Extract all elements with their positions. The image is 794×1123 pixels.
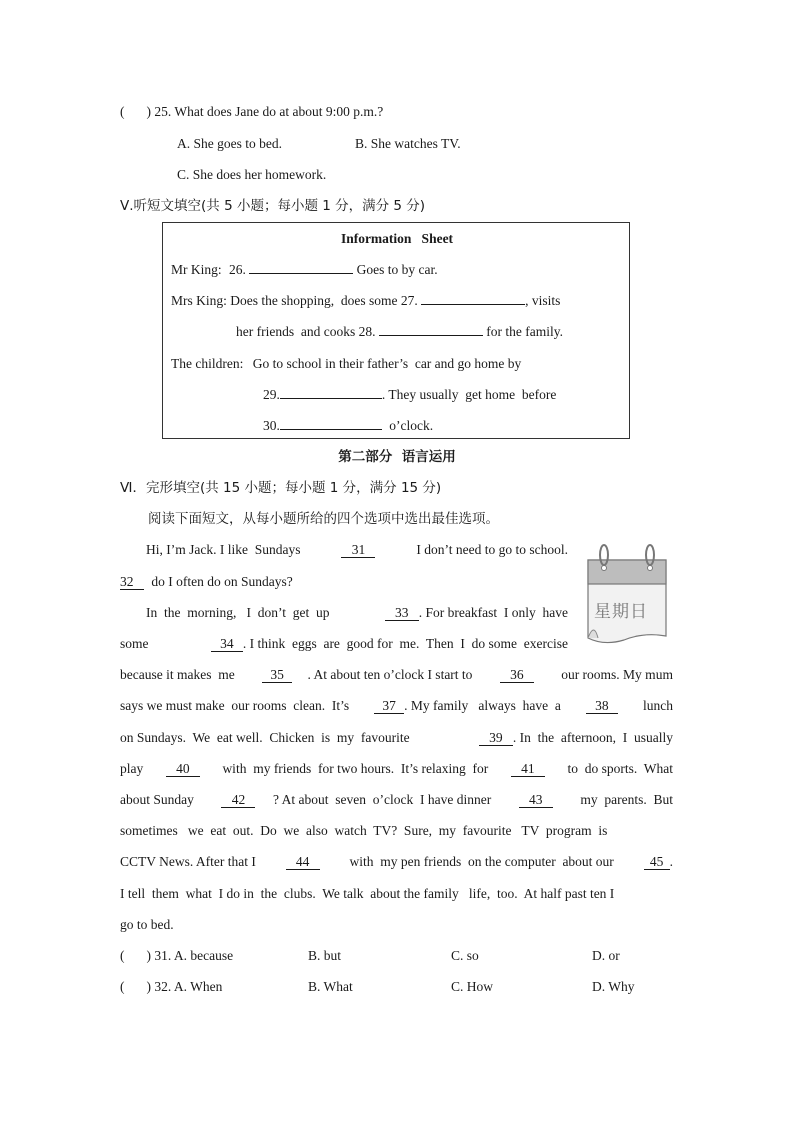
passage-text: with my friends for two hours. It’s relaxing for xyxy=(222,761,489,776)
calendar-icon xyxy=(584,542,672,646)
passage-text: I don’t need to go to school. xyxy=(416,542,568,557)
children-30-rest: o’clock. xyxy=(389,418,434,433)
passage-text: play xyxy=(120,761,144,776)
blank-36[interactable]: 36 xyxy=(500,667,534,683)
passage-text: our rooms. My mum xyxy=(561,667,673,682)
question-32 xyxy=(120,979,673,995)
passage-text: because it makes me xyxy=(120,667,235,682)
question-text: 25. What does Jane do at about 9:00 p.m.? xyxy=(154,104,384,119)
passage-line-10: sometimes we eat out. Do we also watch TV? Sure, my favourite TV program is xyxy=(120,823,608,838)
option-b: B. She watches TV. xyxy=(355,136,461,151)
blank-38[interactable]: 38 xyxy=(586,698,618,714)
option-b: B. but xyxy=(308,948,342,963)
blank-32[interactable]: 32 xyxy=(120,574,144,590)
blank-37[interactable]: 37 xyxy=(374,698,404,714)
blank-35[interactable]: 35 xyxy=(262,667,292,683)
blank-26[interactable] xyxy=(249,273,353,274)
answer-paren-open: ( xyxy=(120,104,125,119)
mrs-king-row-2 xyxy=(236,324,563,340)
passage-text: . In the afternoon, I usually xyxy=(512,730,673,745)
mr-king-row xyxy=(171,262,438,278)
information-sheet-title: Information Sheet xyxy=(340,231,454,246)
passage-text: lunch xyxy=(642,698,673,713)
blank-26-num: 26. xyxy=(229,262,246,277)
children-row-29 xyxy=(263,387,556,403)
passage-text: Hi, I’m Jack. I like Sundays xyxy=(146,542,301,557)
option-b: B. What xyxy=(308,979,353,994)
passage-text: says we must make our rooms clean. It’s xyxy=(120,698,350,713)
children-row xyxy=(171,356,521,372)
passage-text: about Sunday xyxy=(120,792,194,807)
question-25-stem xyxy=(120,104,383,120)
blank-41[interactable]: 41 xyxy=(511,761,545,777)
answer-paren-open: ( xyxy=(120,979,125,994)
section-5-title: Ⅴ.听短文填空(共 5 小题；每小题 1 分，满分 5 分) xyxy=(120,198,426,214)
children-label: The children: xyxy=(171,356,244,371)
mr-king-rest: Goes to by car. xyxy=(356,262,438,277)
passage-line-12: I tell them what I do in the clubs. We talk about the family life, too. At half past ten I xyxy=(120,886,615,901)
passage-text: do I often do on Sundays? xyxy=(151,574,293,589)
blank-28[interactable] xyxy=(379,335,483,336)
blank-27[interactable] xyxy=(421,304,525,305)
passage-line-5 xyxy=(120,667,673,683)
blank-44[interactable]: 44 xyxy=(286,854,320,870)
instruction-text: 阅读下面短文，从每小题所给的四个选项中选出最佳选项。 xyxy=(148,511,499,527)
blank-40[interactable]: 40 xyxy=(166,761,200,777)
option-a: 31. A. because xyxy=(154,948,234,963)
passage-line-6 xyxy=(120,698,673,714)
blank-30[interactable] xyxy=(280,429,382,430)
passage-line-3 xyxy=(146,605,568,621)
passage-text: CCTV News. After that I xyxy=(120,854,256,869)
passage-text: . My family always have a xyxy=(404,698,561,713)
mrs-king-family: for the family. xyxy=(486,324,563,339)
mrs-king-text: Does the shopping, does some 27. xyxy=(230,293,418,308)
passage-line-8 xyxy=(120,761,673,777)
section-6-title: Ⅵ．完形填空(共 15 小题；每小题 1 分，满分 15 分) xyxy=(120,480,442,496)
passage-line-2 xyxy=(120,574,293,590)
passage-text: In the morning, I don’t get up xyxy=(146,605,330,620)
blank-30-num: 30. xyxy=(263,418,280,433)
mrs-king-line2: her friends and cooks 28. xyxy=(236,324,376,339)
option-d: D. or xyxy=(592,948,620,963)
option-c: C. How xyxy=(451,979,494,994)
blank-43[interactable]: 43 xyxy=(519,792,553,808)
blank-45[interactable]: 45 xyxy=(644,854,670,870)
blank-33[interactable]: 33 xyxy=(385,605,419,621)
blank-31[interactable]: 31 xyxy=(341,542,375,558)
calendar-day-label: 星期日 xyxy=(594,602,648,622)
children-text: Go to school in their father’s car and go home by xyxy=(252,356,522,371)
question-31 xyxy=(120,948,673,964)
answer-paren-open: ( xyxy=(120,948,125,963)
passage-text: my parents. But xyxy=(580,792,673,807)
children-row-30 xyxy=(263,418,433,434)
passage-text: . I think eggs are good for me. Then I do some exercise xyxy=(242,636,568,651)
option-a: A. She goes to bed. xyxy=(177,136,282,151)
mr-king-label: Mr King: xyxy=(171,262,222,277)
blank-29-num: 29. xyxy=(263,387,280,402)
passage-text: with my pen friends on the computer about our xyxy=(349,854,614,869)
mrs-king-label: Mrs King: xyxy=(171,293,227,308)
option-c: C. She does her homework. xyxy=(177,167,327,182)
answer-paren-close: ) xyxy=(146,948,151,963)
mrs-king-row xyxy=(171,293,560,309)
calendar-image xyxy=(584,542,672,646)
children-29-rest: . They usually get home before xyxy=(381,387,557,402)
passage-text: some xyxy=(120,636,149,651)
passage-text: . For breakfast I only have xyxy=(418,605,568,620)
passage-line-11 xyxy=(120,854,673,870)
passage-line-1 xyxy=(146,542,568,558)
part-2-heading: 第二部分 语言运用 xyxy=(338,449,456,465)
passage-text: . xyxy=(669,854,673,869)
passage-text: to do sports. What xyxy=(567,761,673,776)
blank-42[interactable]: 42 xyxy=(221,792,255,808)
passage-line-7 xyxy=(120,730,673,746)
passage-text: . At about ten o’clock I start to xyxy=(307,667,473,682)
option-a: 32. A. When xyxy=(154,979,223,994)
answer-paren-close: ) xyxy=(146,104,151,119)
information-sheet-box xyxy=(162,222,630,439)
answer-paren-close: ) xyxy=(146,979,151,994)
passage-line-13: go to bed. xyxy=(120,917,174,932)
option-d: D. Why xyxy=(592,979,635,994)
blank-29[interactable] xyxy=(280,398,382,399)
option-c: C. so xyxy=(451,948,479,963)
blank-39[interactable]: 39 xyxy=(479,730,513,746)
passage-text: on Sundays. We eat well. Chicken is my favourite xyxy=(120,730,410,745)
passage-line-4 xyxy=(120,636,568,652)
passage-line-9 xyxy=(120,792,673,808)
mrs-king-visits: , visits xyxy=(525,293,561,308)
blank-34[interactable]: 34 xyxy=(211,636,243,652)
passage-text: ? At about seven o’clock I have dinner xyxy=(273,792,492,807)
